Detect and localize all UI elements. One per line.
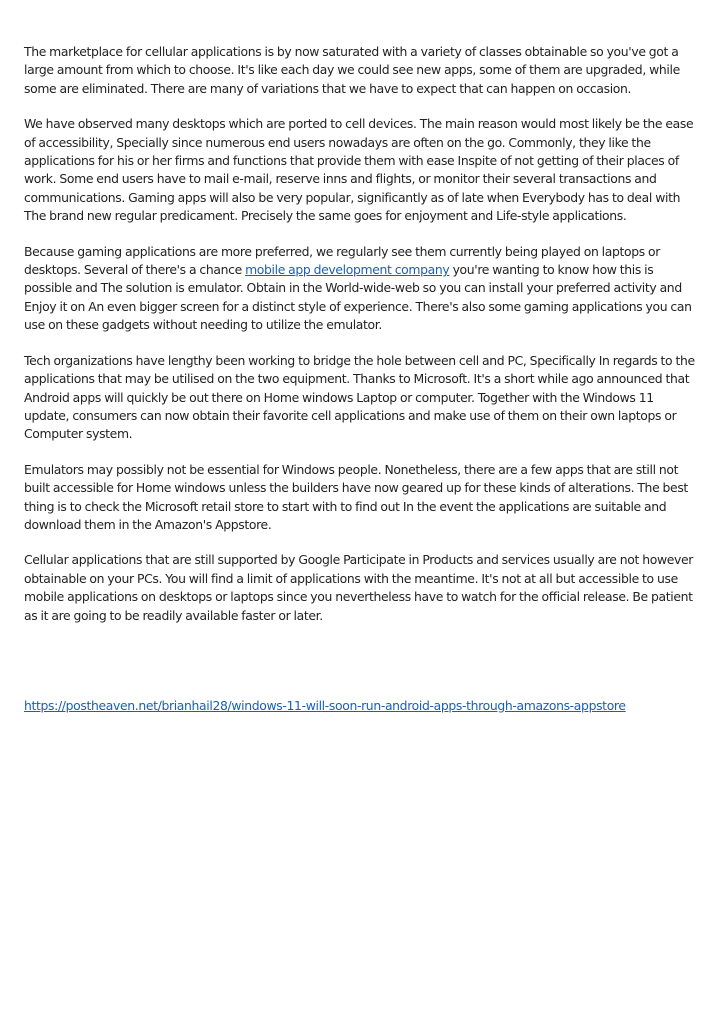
paragraph-2: We have observed many desktops which are ported to cell devices. The main reason would most likely be the ease of accessibility, Specially since numerous end users nowadays are often on the go. Commonly, they like the applications for his or her firms and functions that provide them with ease Inspite of not getting of their places of work. Some end users have to mail e-mail, reserve inns and flights, or monitor their several transactions and communications. Gaming apps will also be very popular, significantly as of late when Everybody has to deal with The brand new regular predicament. Precisely the same goes for enjoyment and Life-style applications. <box>24 116 694 224</box>
paragraph-4: Tech organizations have lengthy been working to bridge the hole between cell and PC, Specifically In regards to the applications that may be utilised on the two equipment. Thanks to Microsoft. It's a short while ago announced that Android apps will quickly be out there on Home windows Laptop or computer. Together with the Windows 11 update, consumers can now obtain their favorite cell applications and make use of them on their own laptops or Computer system. <box>24 352 695 442</box>
paragraph-1: The marketplace for cellular applications is by now saturated with a variety of classes obtainable so you've got a large amount from which to choose. It's like each day we could see new apps, some of them are upgraded, while some are eliminated. There are many of variations that we have to expect that can happen on occasion. <box>24 44 680 96</box>
paragraph-5: Emulators may possibly not be essential for Windows people. Nonetheless, there are a few apps that are still not built accessible for Home windows unless the builders have now geared up for these kinds of alterations. The best thing is to check the Microsoft retail store to start with to find out In the event the applications are suitable and download them in the Amazon's Appstore. <box>24 461 688 532</box>
paragraph-6: Cellular applications that are still supported by Google Participate in Products and services usually are not however obtainable on your PCs. You will find a limit of applications with the meantime. It's not at all but accessible to use mobile applications on desktops or laptops since you nevertheless have to watch for the official release. Be patient as it are going to be readily available faster or later. <box>24 552 693 623</box>
mobile-app-development-link[interactable]: mobile app development company <box>245 262 450 278</box>
paragraph-3 <box>24 243 696 335</box>
article-body <box>24 43 696 642</box>
paragraph-3-text-after: you're wanting to know how this is possible and The solution is emulator. Obtain in the World-wide-web so you can install your preferred activity and Enjoy it on An even bigger screen for a distinct style of experience. There's also some gaming applications you can use on these gadgets without needing to utilize the emulator. <box>24 262 692 333</box>
paragraph-3-text-before: Because gaming applications are more preferred, we regularly see them currently being played on laptops or desktops. Several of there's a chance <box>24 243 661 278</box>
source-link[interactable]: https://postheaven.net/brianhail28/windows-11-will-soon-run-android-apps-through-amazons-appstore <box>24 698 626 713</box>
source-link-container <box>24 697 626 715</box>
